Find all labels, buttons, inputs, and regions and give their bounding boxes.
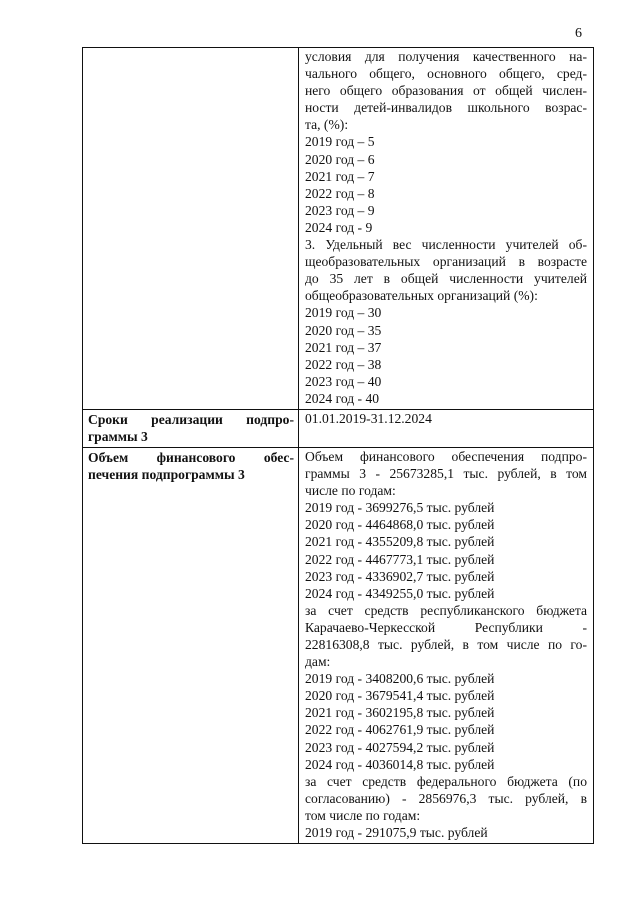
indicator-text-line: него общего образования от общей числен- [305,83,587,99]
year-value-line: 2019 год – 30 [305,305,382,321]
row1-right-cell [299,48,594,410]
financing-text-line: граммы 3 - 25673285,1 тыс. рублей, в том [305,466,587,482]
table-row-financing [83,447,594,843]
financing-text-line: числе по годам: [305,483,396,499]
financing-text-line: Карачаево-Черкесской Республики - [305,619,587,635]
year-amount-line: 2019 год - 3408200,6 тыс. рублей [305,671,495,687]
row2-left-cell [83,409,299,447]
year-amount-line: 2019 год - 3699276,5 тыс. рублей [305,500,495,516]
year-value-line: 2023 год – 40 [305,373,382,389]
row2-right-cell [299,409,594,447]
year-value-line: 2020 год – 35 [305,322,382,338]
year-value-line: 2023 год – 9 [305,202,375,218]
page-number: 6 [575,26,582,41]
financing-label-line: Объем финансового обес- [88,449,294,465]
indicator-text-line: условия для получения качественного на- [305,49,587,64]
indicator-text-line: щеобразовательных организаций в возрасте [305,254,587,270]
year-amount-line: 2023 год - 4027594,2 тыс. рублей [305,739,495,755]
indicator-text-line: ности детей-инвалидов школьного возрас- [305,100,587,116]
terms-label-line: граммы 3 [88,428,148,444]
year-amount-line: 2021 год - 4355209,8 тыс. рублей [305,534,495,550]
year-amount-line: 2022 год - 4467773,1 тыс. рублей [305,551,495,567]
indicator-text-line: та, (%): [305,117,349,133]
financing-text-line: том числе по годам: [305,807,421,823]
year-amount-line: 2022 год - 4062761,9 тыс. рублей [305,722,495,738]
row1-left-cell [83,48,299,410]
year-amount-line: 2019 год - 291075,9 тыс. рублей [305,825,488,841]
year-amount-line: 2024 год - 4036014,8 тыс. рублей [305,756,495,772]
year-amount-line: 2021 год - 3602195,8 тыс. рублей [305,705,495,721]
indicator-text-line: чального общего, основного общего, сред- [305,66,587,82]
table-row-terms [83,409,594,447]
passport-table [82,47,594,844]
financing-text-line: Объем финансового обеспечения подпро- [305,448,587,464]
indicator-text-line: до 35 лет в общей численности учителей [305,271,587,287]
year-value-line: 2024 год - 9 [305,219,373,235]
indicator-text-line: общеобразовательных организаций (%): [305,288,538,304]
financing-text-line: согласованию) - 2856976,3 тыс. рублей, в [305,790,587,806]
financing-text-line: за счет средств федерального бюджета (по [305,773,587,789]
terms-value: 01.01.2019-31.12.2024 [305,410,432,426]
year-amount-line: 2020 год - 3679541,4 тыс. рублей [305,688,495,704]
year-amount-line: 2020 год - 4464868,0 тыс. рублей [305,517,495,533]
table-row-indicators [83,48,594,410]
indicator-text-line: 3. Удельный вес численности учителей об- [305,237,587,253]
year-value-line: 2021 год – 37 [305,339,382,355]
year-value-line: 2019 год – 5 [305,134,375,150]
terms-label-line: Сроки реализации подпро- [88,411,294,427]
year-value-line: 2021 год – 7 [305,168,375,184]
row3-left-cell [83,447,299,843]
year-amount-line: 2023 год - 4336902,7 тыс. рублей [305,568,495,584]
financing-text-line: 22816308,8 тыс. рублей, в том числе по го- [305,637,587,652]
financing-text-line: за счет средств республиканского бюджета [305,602,587,618]
financing-text-line: дам: [305,654,331,670]
year-value-line: 2022 год – 8 [305,185,375,201]
year-value-line: 2020 год – 6 [305,151,375,167]
year-value-line: 2022 год – 38 [305,356,382,372]
year-amount-line: 2024 год - 4349255,0 тыс. рублей [305,585,495,601]
financing-label-line: печения подпрограммы 3 [88,466,245,482]
year-value-line: 2024 год - 40 [305,390,380,406]
row3-right-cell [299,447,594,843]
